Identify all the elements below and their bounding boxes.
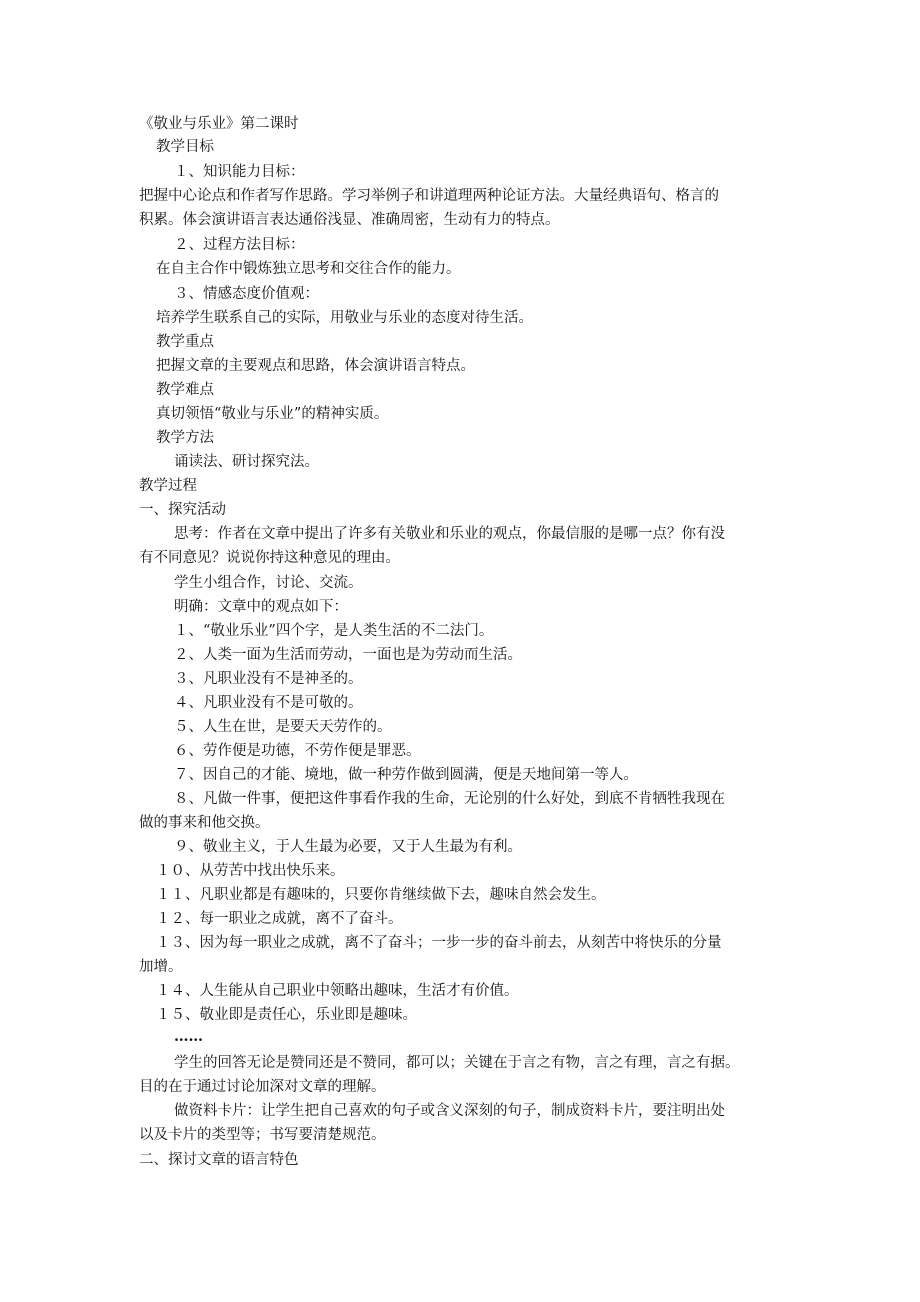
part2-heading: 二、探讨文章的语言特色 [139,1152,299,1168]
goal1-text-line1: 把握中心论点和作者写作思路。学习举例子和讲道理两种论证方法。大量经典语句、格言的 [139,188,719,204]
point-15: １５、敬业即是责任心，乐业即是趣味。 [156,1007,417,1023]
difficulty-text: 真切领悟“敬业与乐业”的精神实质。 [156,406,389,422]
method-text: 诵读法、研讨探究法。 [174,454,319,470]
group-work: 学生小组合作，讨论、交流。 [174,575,363,591]
heading-difficulty: 教学难点 [156,382,214,398]
point-11: １１、凡职业都是有趣味的，只要你肯继续做下去，趣味自然会发生。 [156,887,606,903]
goal2-text: 在自主合作中锻炼独立思考和交往合作的能力。 [156,261,461,277]
goal3-label: ３、情感态度价值观： [174,286,319,302]
point-1: １、“敬业乐业”四个字，是人类生活的不二法门。 [174,623,494,639]
card-line2: 以及卡片的类型等；书写要清楚规范。 [139,1127,386,1143]
point-13-line1: １３、因为每一职业之成就，离不了奋斗；一步一步的奋斗前去，从刻苦中将快乐的分量 [156,935,722,951]
point-6: ６、劳作便是功德，不劳作便是罪恶。 [174,743,421,759]
key-points-text: 把握文章的主要观点和思路，体会演讲语言特点。 [156,358,475,374]
think-line2: 有不同意见？说说你持这种意见的理由。 [139,550,400,566]
point-4: ４、凡职业没有不是可敬的。 [174,695,363,711]
point-13-line2: 加增。 [139,959,183,975]
heading-process: 教学过程 [139,478,197,494]
point-2: ２、人类一面为生活而劳动，一面也是为劳动而生活。 [174,647,522,663]
point-10: １０、从劳苦中找出快乐来。 [156,863,345,879]
point-8-line2: 做的事来和他交换。 [139,815,270,831]
point-9: ９、敬业主义，于人生最为必要，又于人生最为有利。 [174,839,522,855]
goal3-text: 培养学生联系自己的实际，用敬业与乐业的态度对待生活。 [156,310,533,326]
ellipsis: …… [174,1028,203,1045]
heading-teaching-goals: 教学目标 [156,139,214,155]
think-line1: 思考：作者在文章中提出了许多有关敬业和乐业的观点，你最信服的是哪一点？你有没 [174,526,725,542]
part1-heading: 一、探究活动 [139,502,226,518]
point-5: ５、人生在世，是要天天劳作的。 [174,719,392,735]
point-8-line1: ８、凡做一件事，便把这件事看作我的生命，无论别的什么好处，到底不肯牺牲我现在 [174,791,725,807]
point-12: １２、每一职业之成就，离不了奋斗。 [156,911,403,927]
answer-line2: 目的在于通过讨论加深对文章的理解。 [139,1079,386,1095]
point-14: １４、人生能从自己职业中领略出趣味，生活才有价值。 [156,983,519,999]
goal2-label: ２、过程方法目标： [174,237,305,253]
goal1-label: １、知识能力目标： [174,164,305,180]
heading-key-points: 教学重点 [156,334,214,350]
answer-line1: 学生的回答无论是赞同还是不赞同，都可以；关键在于言之有物，言之有理，言之有据。 [174,1055,740,1071]
heading-method: 教学方法 [156,430,214,446]
point-3: ３、凡职业没有不是神圣的。 [174,671,363,687]
clarify: 明确：文章中的观点如下： [174,599,348,615]
goal1-text-line2: 积累。体会演讲语言表达通俗浅显、准确周密，生动有力的特点。 [139,212,560,228]
point-7: ７、因自己的才能、境地，做一种劳作做到圆满，便是天地间第一等人。 [174,767,638,783]
document-title: 《敬业与乐业》第二课时 [139,116,299,132]
card-line1: 做资料卡片：让学生把自己喜欢的句子或含义深刻的句子，制成资料卡片，要注明出处 [174,1103,725,1119]
